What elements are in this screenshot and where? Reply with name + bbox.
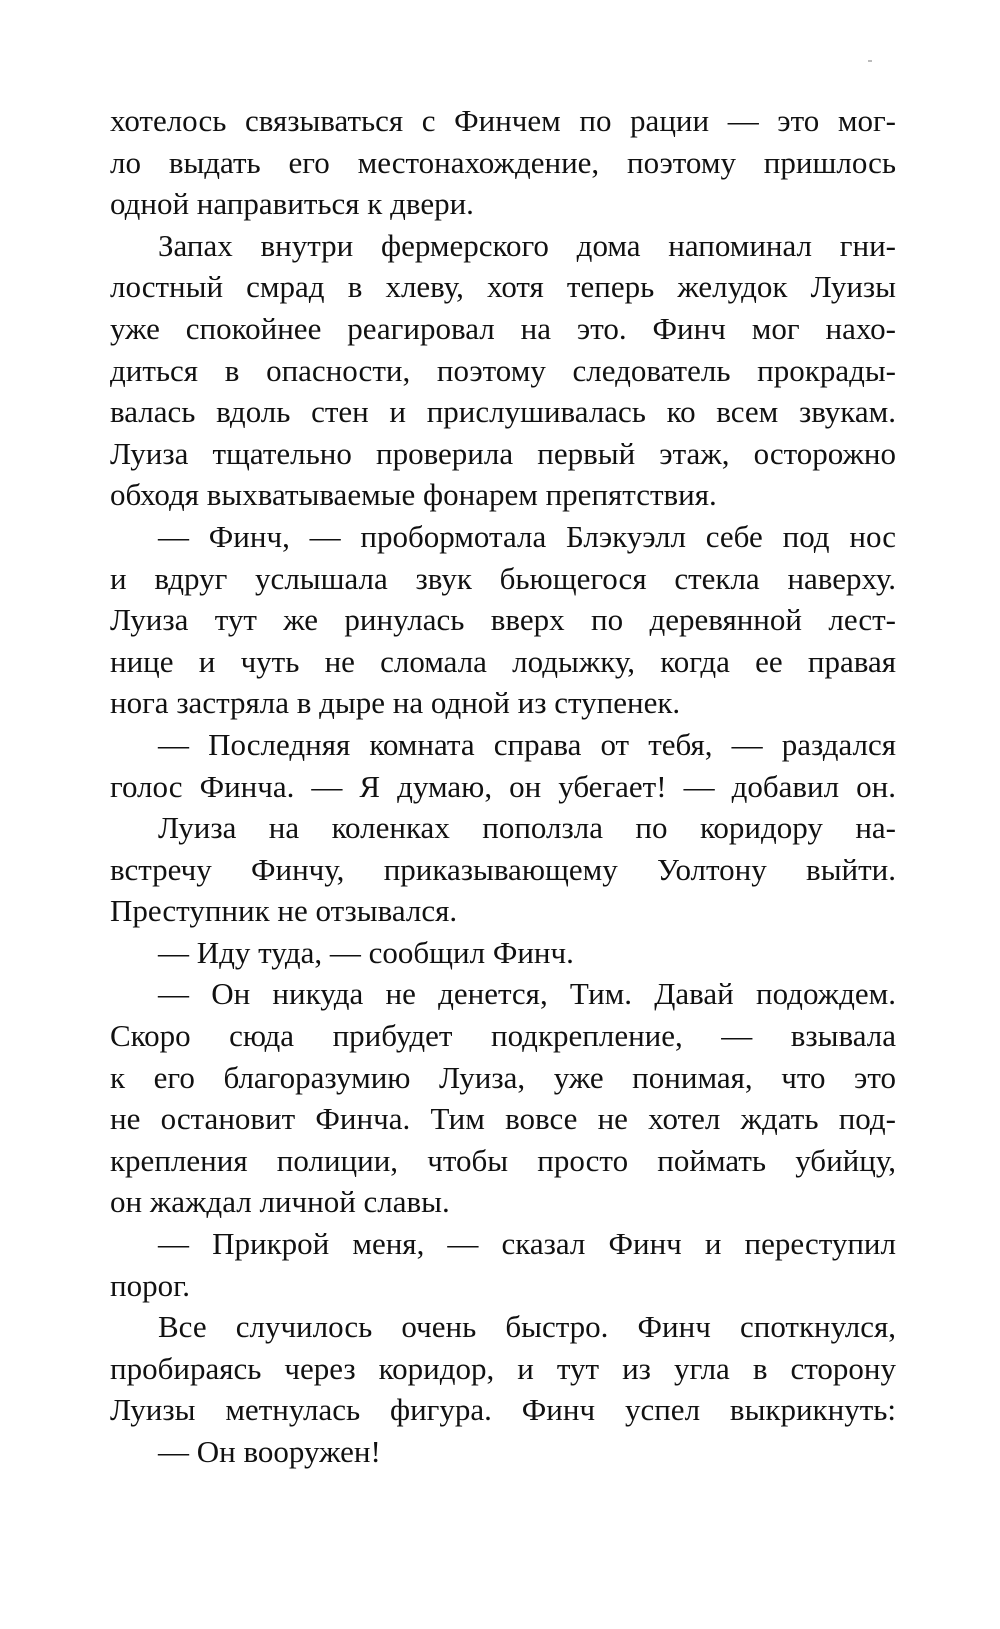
page-speck <box>868 60 872 62</box>
text-line: встречу Финчу, приказывающему Уолтону выйти. <box>110 851 896 887</box>
text-line: — Последняя комната справа от тебя, — раздался <box>158 726 896 762</box>
text-line: Запах внутри фермерского дома напоминал гни- <box>158 227 896 263</box>
text-line: — Иду туда, — сообщил Финч. <box>158 934 574 970</box>
text-line: Луиза на коленках поползла по коридору на- <box>158 810 896 846</box>
text-line: порог. <box>110 1267 191 1303</box>
text-line: ло выдать его местонахождение, поэтому пришлось <box>110 144 896 180</box>
text-line: Луизы метнулась фигура. Финч успел выкрикнуть: <box>110 1392 896 1428</box>
text-line: Луиза тщательно проверила первый этаж, осторожно <box>110 435 896 471</box>
text-line: лостный смрад в хлеву, хотя теперь желудок Луизы <box>110 269 896 305</box>
text-line: — Финч, — пробормотала Блэкуэлл себе под нос <box>158 518 896 554</box>
text-line: — Он никуда не денется, Тим. Давай подождем. <box>158 976 896 1012</box>
body-text <box>110 100 896 1473</box>
text-line: пробираясь через коридор, и тут из угла в сторону <box>110 1350 896 1386</box>
text-line: уже спокойнее реагировал на это. Финч мог нахо- <box>110 310 896 346</box>
text-line: одной направиться к двери. <box>110 186 474 222</box>
text-line: — Он вооружен! <box>158 1434 381 1469</box>
text-line: обходя выхватываемые фонарем препятствия. <box>110 477 717 513</box>
text-line: Луиза тут же ринулась вверх по деревянной лест- <box>110 602 896 638</box>
text-line: и вдруг услышала звук бьющегося стекла наверху. <box>110 560 896 596</box>
text-line: нога застряла в дыре на одной из ступенек. <box>110 685 681 721</box>
text-line: к его благоразумию Луиза, уже понимая, что это <box>110 1059 896 1095</box>
text-line: Скоро сюда прибудет подкрепление, — взывала <box>110 1018 896 1054</box>
text-line: не остановит Финча. Тим вовсе не хотел ждать под- <box>110 1101 896 1137</box>
text-line: нице и чуть не сломала лодыжку, когда ее правая <box>110 643 896 679</box>
text-line: — Прикрой меня, — сказал Финч и переступил <box>158 1226 896 1262</box>
text-line: Все случилось очень быстро. Финч споткнулся, <box>158 1309 896 1345</box>
text-line: он жаждал личной славы. <box>110 1184 450 1220</box>
text-line: хотелось связываться с Финчем по рации — это мог- <box>110 103 896 138</box>
text-line: валась вдоль стен и прислушивалась ко всем звукам. <box>110 394 896 430</box>
text-line: диться в опасности, поэтому следователь прокрады- <box>110 352 896 388</box>
text-line: крепления полиции, чтобы просто поймать убийцу, <box>110 1142 896 1178</box>
text-line: голос Финча. — Я думаю, он убегает! — добавил он. <box>110 768 896 804</box>
text-line: Преступник не отзывался. <box>110 893 458 929</box>
